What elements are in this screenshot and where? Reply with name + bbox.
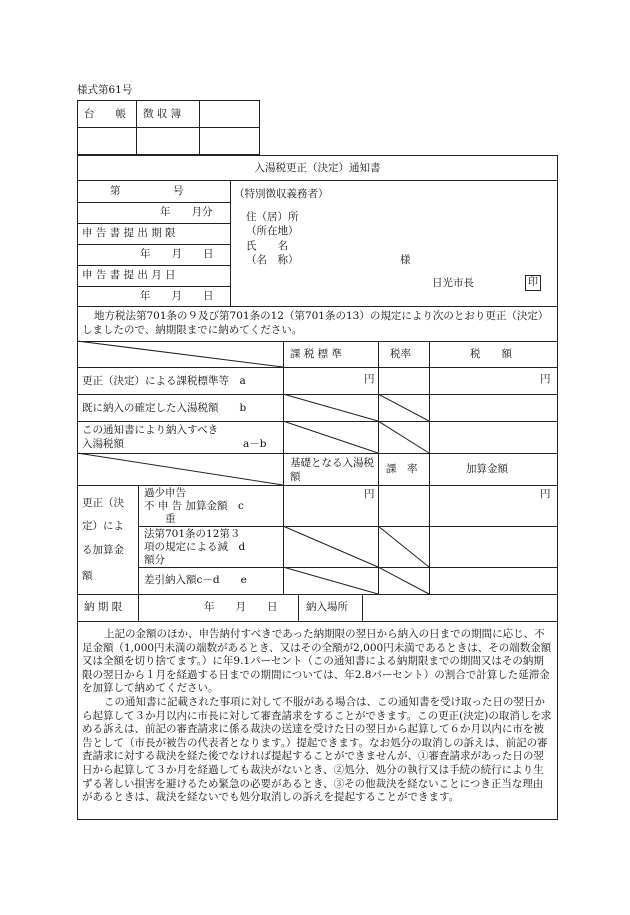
notes-paragraph-1: 上記の金額のほか、申告納付すべきであった納期限の翌日から納入の日までの期間に応じ、不足金額（1,000円未満の端数があるとき、又はその全額が2,000円未満であるときは、その端数金額又は全額を切り捨てます。）に年9.1パーセント（この通知書による納期限までの期間又はその納期限の翌日から１月を経過する日までの期間については、年2.8パーセント）の割合で計算した延滞金を加算して納めてください。 <box>82 628 552 695</box>
official-seal-icon: 印 <box>525 275 541 291</box>
t2-row-d-line2: 項の規定による減 d <box>144 541 246 553</box>
t2-row-e-amount-cell[interactable] <box>430 568 557 593</box>
t2-group-label-4: 額 <box>82 570 93 582</box>
t1-row-a-base-unit: 円 <box>364 373 375 385</box>
deadline-date: 年 月 日 <box>140 248 214 260</box>
notes-paragraph-2: この通知書に記載された事項に対して不服がある場合は、この通知書を受け取った日の翌日から起算して３か月以内に市長に対して審査請求をすることができます。この更正(決定)の取消しを求める訴えは、前記の審査請求に係る裁決の送達を受けた日の翌日から起算して６か月以内に市を被告として（市長が被告の代表者となります。）提起できます。なお処分の取消しの訴えは、前記の審査請求に対する裁決を経た後でなければ提起することができませんが、①審査請求があった日の翌日から起算して３か月を経過しても裁決がないとき、②処分、処分の執行又は手続の続行により生ずる著しい損害を避けるため緊急の必要があるとき、③その他裁決を経ないことにつき正当な理由があるときは、裁決を経ないでも処分取消しの訴えを提起することができます。 <box>82 696 552 804</box>
number-label: 第 号 <box>110 185 184 197</box>
payment-place-label: 納入場所 <box>306 601 348 613</box>
honorific: 様 <box>400 254 411 266</box>
t2-row-d-line3: 額分 <box>144 554 165 566</box>
t1-row-a-rate-cell[interactable] <box>379 368 428 393</box>
ledger-entry-cell[interactable] <box>78 128 135 154</box>
t1-row-a-label: 更正（決定）による課税標準等 a <box>82 375 246 387</box>
address-label: 住（居）所 <box>246 211 299 223</box>
t2-header-base: 基礎となる入湯税額 <box>290 457 374 483</box>
due-date: 年 月 日 <box>204 601 278 613</box>
location-label: （所在地） <box>246 225 299 237</box>
submitted-label: 申 告 書 提 出 月 日 <box>82 269 176 281</box>
t2-row-c-amount-cell[interactable] <box>430 486 557 525</box>
t1-row-c-label-suffix: a－b <box>243 438 267 450</box>
t2-row-c-amount-unit: 円 <box>540 488 551 500</box>
t2-row-c-base-unit: 円 <box>364 488 375 500</box>
deadline-label: 申 告 書 提 出 期 限 <box>82 227 176 239</box>
t2-row-d-amount-cell[interactable] <box>430 527 557 566</box>
t2-row-c-line1: 過少申告 <box>144 487 186 499</box>
t2-group-label-1: 更正（決 <box>82 497 124 509</box>
collection-book-label: 徴 収 簿 <box>143 108 182 120</box>
t1-row-c-label-line1: この通知書により納入すべき <box>82 424 219 436</box>
t2-header-amount: 加算金額 <box>466 463 508 475</box>
t1-row-a-tax-unit: 円 <box>540 373 551 385</box>
t1-header-base: 課 税 標 準 <box>290 348 343 360</box>
t2-row-c-line2: 不 申 告 加算金額 c <box>144 500 244 512</box>
t1-row-a-tax-cell[interactable] <box>430 368 557 393</box>
t1-row-c-tax-cell[interactable] <box>430 422 557 452</box>
ledger-label: 台 帳 <box>84 108 126 120</box>
submitted-date: 年 月 日 <box>140 290 214 302</box>
name-label: 氏 名 <box>246 240 288 252</box>
t1-row-b-label: 既に納入の確定した入湯税額 b <box>82 402 247 414</box>
due-label: 納 期 限 <box>84 601 123 613</box>
intro-text: 地方税法第701条の９及び第701条の12（第701条の13）の規定により次のとおり更正（決定）しましたので、納期限までに納めてください。 <box>82 310 549 336</box>
title-name-label: （名 称） <box>246 254 299 266</box>
t2-header-rate: 課 率 <box>386 463 418 475</box>
form-title: 入湯税更正（決定）通知書 <box>254 162 381 174</box>
form-number: 様式第61号 <box>77 84 133 96</box>
t2-row-c-base-cell[interactable] <box>284 486 377 525</box>
month-label: 年 月分 <box>160 206 213 218</box>
t2-row-d-line1: 法第701条の12第３ <box>144 528 241 540</box>
t2-group-label-3: る加算金 <box>82 544 124 556</box>
t2-row-e-label: 差引納入額c－d e <box>144 574 247 586</box>
t1-row-c-label-line2: 入湯税額 <box>82 438 124 450</box>
t1-row-b-tax-cell[interactable] <box>430 395 557 420</box>
collection-book-entry-cell[interactable] <box>137 128 198 154</box>
issuer-label: 日光市長 <box>432 277 474 289</box>
t1-row-a-base-cell[interactable] <box>284 368 377 393</box>
t2-row-c-line3: 重 <box>165 513 176 525</box>
t2-row-c-rate-cell[interactable] <box>379 486 428 525</box>
payment-place-cell[interactable] <box>363 595 557 620</box>
t1-header-tax: 税 額 <box>470 348 512 360</box>
obligor-label: （特別徴収義務者） <box>234 188 329 200</box>
t2-group-label-2: 定）によ <box>82 520 124 532</box>
t1-header-rate: 税率 <box>390 348 411 360</box>
